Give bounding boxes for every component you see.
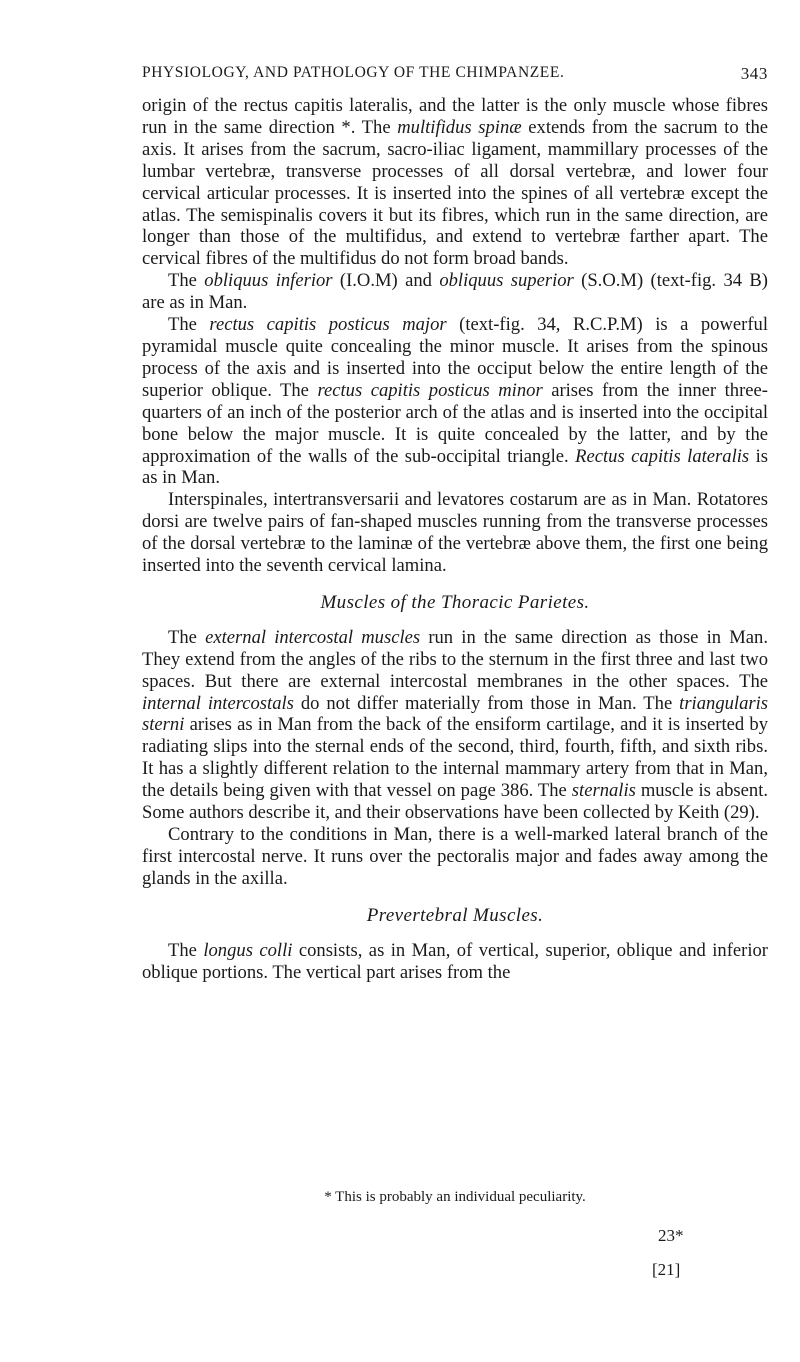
paragraph xyxy=(142,270,768,314)
footnote: * This is probably an individual peculiarity. xyxy=(324,1189,586,1205)
paragraph xyxy=(142,940,768,984)
italic-term: longus colli xyxy=(203,939,293,961)
body-text xyxy=(142,95,768,983)
text-run: extends from the sacrum to the axis. It arises from the sacrum, sacro-iliac ligament, mammillary processes of the lumbar vertebræ, transverse processes of all dorsal vertebræ, and lower four cervical articular processes. It is inserted into the spines of all vertebræ except the atlas. The semispinalis covers it but its fibres, which run in the same direction, are longer than those of the multifidus, and extend to vertebræ farther apart. The cervical fibres of the multifidus do not form broad bands. xyxy=(142,116,769,270)
text-run: The xyxy=(168,626,206,648)
text-run: arises as in Man from the back of the ensiform cartilage, and it is inserted by radiating slips into the sternal ends of the second, third, fourth, fifth, and sixth ribs. It has a slightly different relation to the internal mammary artery from that in Man, the details being given with that vessel on page 386. The xyxy=(142,714,768,802)
signature-mark: 23* xyxy=(658,1226,684,1245)
section-heading: Prevertebral Muscles. xyxy=(366,904,544,926)
text-run: do not differ materially from those in Man. The xyxy=(293,692,680,714)
text-run: muscle is absent. Some authors describe it, and their observations have been collected by Keith (29). xyxy=(142,780,769,824)
text-run: origin of the rectus capitis lateralis, and the latter is the only muscle whose fibres run in the same direction *. The xyxy=(142,95,768,138)
italic-term: rectus capitis posticus major xyxy=(209,314,447,336)
running-title: PHYSIOLOGY, AND PATHOLOGY OF THE CHIMPANZEE. xyxy=(142,64,565,81)
italic-term: obliquus inferior xyxy=(204,270,333,292)
text-run: (text-fig. 34, R.C.P.M) is a powerful pyramidal muscle quite concealing the minor muscle. It arises from the spinous process of the axis and is inserted into the occiput below the entire length of the superior oblique. The xyxy=(142,314,768,401)
italic-term: obliquus superior xyxy=(439,270,574,292)
text-run: (S.O.M) (text-fig. 34 B) are as in Man. xyxy=(142,270,769,314)
italic-term: Rectus capitis lateralis xyxy=(575,445,750,467)
italic-term: internal intercostals xyxy=(142,692,294,714)
text-run: The xyxy=(168,270,205,292)
paragraph xyxy=(142,95,768,270)
page-number: 343 xyxy=(740,64,768,83)
italic-term: external intercostal muscles xyxy=(205,626,421,648)
text-run: The xyxy=(168,314,210,336)
text-run: The xyxy=(168,939,204,961)
italic-term: multifidus spinæ xyxy=(397,116,522,138)
paragraph xyxy=(142,627,768,824)
italic-term: rectus capitis posticus minor xyxy=(317,379,543,401)
sheet-number: [21] xyxy=(652,1260,681,1279)
paragraph xyxy=(142,314,768,489)
text-run: Contrary to the conditions in Man, there is a well-marked lateral branch of the first intercostal nerve. It runs over the pectoralis major and fades away among the glands in the axilla. xyxy=(142,824,768,889)
text-run: Interspinales, intertransversarii and levatores costarum are as in Man. Rotatores dorsi are twelve pairs of fan-shaped muscles running from the transverse processes of the dorsal vertebræ to the laminæ of the vertebræ above them, the first one being inserted into the seventh cervical lamina. xyxy=(142,489,768,577)
italic-term: sternalis xyxy=(571,780,636,802)
text-run: consists, as in Man, of vertical, superior, oblique and inferior oblique portions. The vertical part arises from the xyxy=(142,939,768,983)
running-header xyxy=(142,64,768,82)
paragraph xyxy=(142,489,768,577)
text-run: arises from the inner three-quarters of an inch of the posterior arch of the atlas and is inserted into the occipital bone below the major muscle. It is quite concealed by the latter, and by the approximation of the walls of the sub-occipital triangle. xyxy=(142,379,768,467)
text-run: is as in Man. xyxy=(142,445,768,489)
text-run: (I.O.M) and xyxy=(332,270,440,292)
paragraph xyxy=(142,824,768,890)
section-heading: Muscles of the Thoracic Parietes. xyxy=(320,591,590,613)
italic-term: triangularis sterni xyxy=(142,692,769,736)
text-run: run in the same direction as those in Man. They extend from the angles of the ribs to the sternum in the first three and last two spaces. But there are external intercostal membranes in the other spaces. The xyxy=(142,626,768,692)
